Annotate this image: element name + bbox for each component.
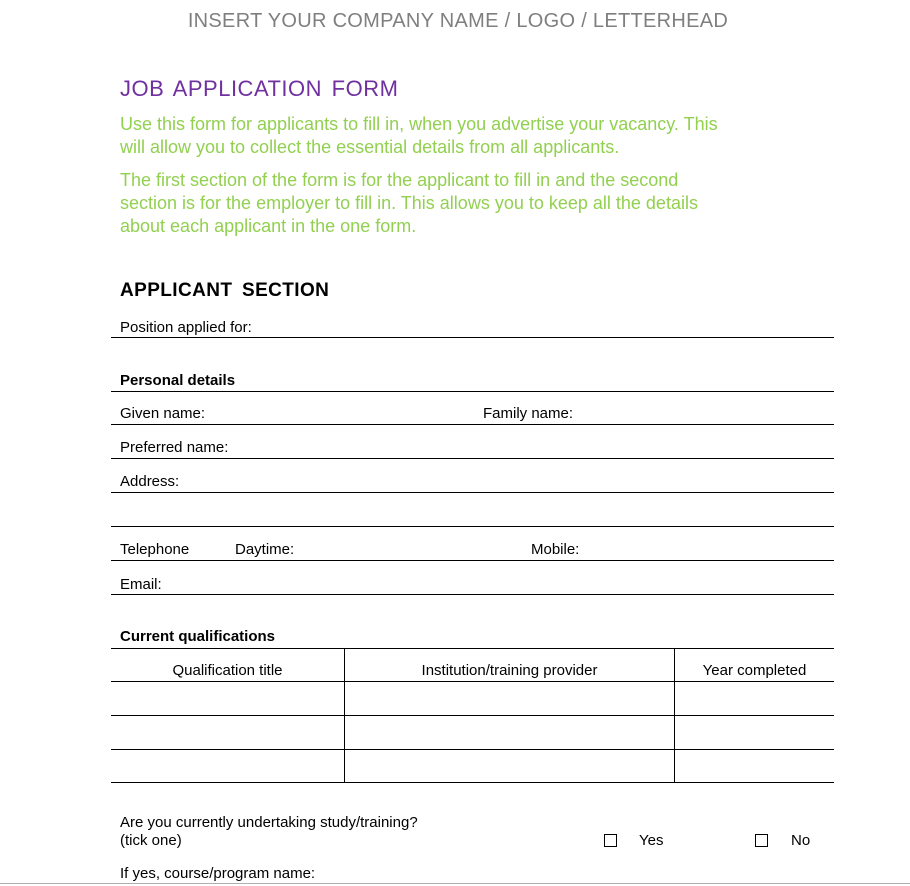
- given-name-label: Given name:: [120, 405, 206, 422]
- table-top-border: [111, 648, 834, 649]
- intro-paragraph-1: [120, 113, 810, 159]
- applicant-section-heading: APPLICANT SECTION: [120, 280, 330, 301]
- email-field[interactable]: [111, 594, 834, 595]
- column-header-year-completed: Year completed: [702, 662, 807, 679]
- telephone-field-line[interactable]: [111, 560, 834, 561]
- intro-paragraph-2: [120, 169, 810, 238]
- intro-line: The first section of the form is for the applicant to fill in and the second: [120, 170, 679, 190]
- name-field-line[interactable]: [111, 424, 834, 425]
- preferred-name-field[interactable]: [111, 458, 834, 459]
- page-bottom-edge: [0, 883, 910, 884]
- yes-checkbox[interactable]: [604, 834, 617, 847]
- table-cell-institution-row-1[interactable]: [345, 682, 674, 715]
- study-question: Are you currently undertaking study/training?: [120, 814, 418, 831]
- letterhead-placeholder: INSERT YOUR COMPANY NAME / LOGO / LETTERHEAD: [187, 10, 729, 32]
- no-checkbox[interactable]: [755, 834, 768, 847]
- table-cell-year-row-2[interactable]: [675, 716, 834, 749]
- study-question-hint: (tick one): [120, 832, 182, 849]
- address-label: Address:: [120, 473, 180, 490]
- table-cell-qualification-row-1[interactable]: [111, 682, 344, 715]
- position-applied-field[interactable]: [111, 337, 834, 338]
- divider: [111, 391, 834, 392]
- intro-line: section is for the employer to fill in. This allows you to keep all the details: [120, 193, 698, 213]
- no-label: No: [791, 832, 811, 849]
- address-field-line-1[interactable]: [111, 492, 834, 493]
- table-cell-year-row-3[interactable]: [675, 750, 834, 782]
- intro-line: Use this form for applicants to fill in, when you advertise your vacancy. This: [120, 114, 718, 134]
- column-header-qualification-title: Qualification title: [172, 662, 283, 679]
- daytime-label: Daytime:: [235, 541, 295, 558]
- family-name-label: Family name:: [483, 405, 574, 422]
- table-cell-qualification-row-3[interactable]: [111, 750, 344, 782]
- table-cell-year-row-1[interactable]: [675, 682, 834, 715]
- table-bottom-border: [111, 782, 834, 783]
- address-field-line-2[interactable]: [111, 526, 834, 527]
- email-label: Email:: [120, 576, 162, 593]
- preferred-name-label: Preferred name:: [120, 439, 229, 456]
- mobile-label: Mobile:: [531, 541, 580, 558]
- table-cell-institution-row-2[interactable]: [345, 716, 674, 749]
- telephone-label: Telephone: [120, 541, 190, 558]
- column-header-institution: Institution/training provider: [421, 662, 598, 679]
- form-title: JOB APPLICATION FORM: [120, 76, 399, 101]
- intro-line: about each applicant in the one form.: [120, 216, 417, 236]
- yes-label: Yes: [639, 832, 664, 849]
- intro-line: will allow you to collect the essential details from all applicants.: [120, 137, 620, 157]
- table-cell-institution-row-3[interactable]: [345, 750, 674, 782]
- qualifications-heading: Current qualifications: [120, 628, 276, 645]
- position-applied-label: Position applied for:: [120, 319, 252, 336]
- table-cell-qualification-row-2[interactable]: [111, 716, 344, 749]
- course-name-label: If yes, course/program name:: [120, 865, 316, 882]
- personal-details-heading: Personal details: [120, 372, 236, 389]
